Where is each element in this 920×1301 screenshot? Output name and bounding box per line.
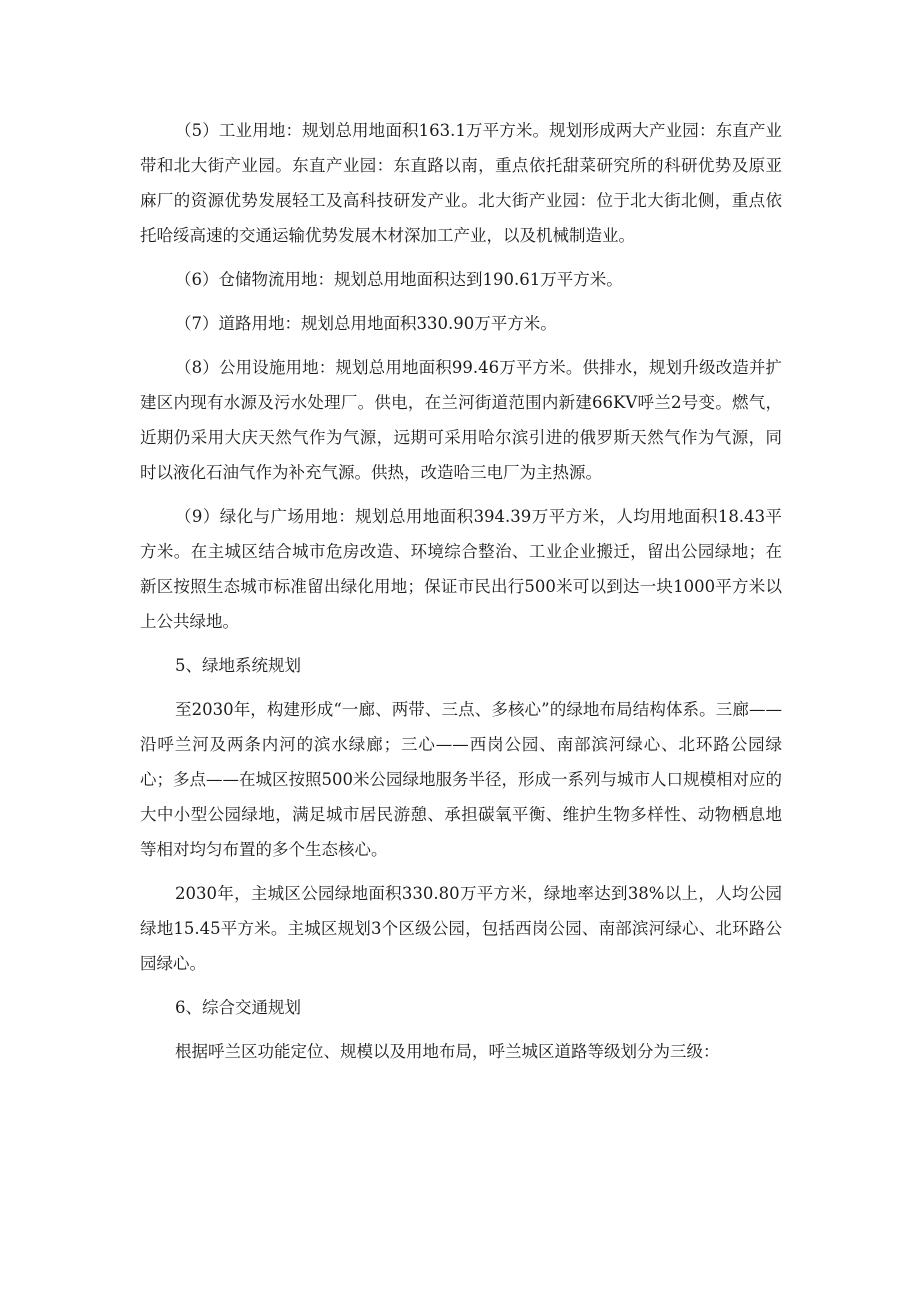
paragraph-utility-land: （8）公用设施用地：规划总用地面积99.46万平方米。供排水，规划升级改造并扩建区内现有水源及污水处理厂。供电，在兰河街道范围内新建66KV呼兰2号变。燃气，近期仍采用大庆天然气作为气源，远期可采用哈尔滨引进的俄罗斯天然气作为气源，同时以液化石油气作为补充气源。供热，改造哈三电厂为主热源。 bbox=[140, 358, 782, 482]
document-page bbox=[140, 113, 782, 1078]
paragraph-green-2030: 2030年，主城区公园绿地面积330.80万平方米，绿地率达到38%以上，人均公园绿地15.45平方米。主城区规划3个区级公园，包括西岗公园、南部滨河绿心、北环路公园绿心。 bbox=[140, 884, 782, 973]
paragraph-road-grades: 根据呼兰区功能定位、规模以及用地布局，呼兰城区道路等级划分为三级： bbox=[175, 1042, 720, 1061]
paragraph-logistics-land: （6）仓储物流用地：规划总用地面积达到190.61万平方米。 bbox=[175, 270, 623, 289]
section-heading-transport: 6、综合交通规划 bbox=[175, 998, 301, 1017]
section-heading-green-system: 5、绿地系统规划 bbox=[175, 656, 301, 675]
paragraph-green-square-land: （9）绿化与广场用地：规划总用地面积394.39万平方米，人均用地面积18.43平方米。在主城区结合城市危房改造、环境综合整治、工业企业搬迁，留出公园绿地；在新区按照生态城市标准留出绿化用地；保证市民出行500米可以到达一块1000平方米以上公共绿地。 bbox=[140, 507, 782, 631]
paragraph-green-structure: 至2030年，构建形成“一廊、两带、三点、多核心”的绿地布局结构体系。三廊——沿呼兰河及两条内河的滨水绿廊；三心——西岗公园、南部滨河绿心、北环路公园绿心；多点——在城区按照500米公园绿地服务半径，形成一系列与城市人口规模相对应的大中小型公园绿地，满足城市居民游憩、承担碳氧平衡、维护生物多样性、动物栖息地等相对均匀布置的多个生态核心。 bbox=[140, 700, 782, 859]
paragraph-industrial-land: （5）工业用地：规划总用地面积163.1万平方米。规划形成两大产业园：东直产业带和北大街产业园。东直产业园：东直路以南，重点依托甜菜研究所的科研优势及原亚麻厂的资源优势发展轻工及高科技研发产业。北大街产业园：位于北大街北侧，重点依托哈绥高速的交通运输优势发展木材深加工产业，以及机械制造业。 bbox=[140, 121, 782, 245]
paragraph-road-land: （7）道路用地：规划总用地面积330.90万平方米。 bbox=[175, 314, 557, 333]
